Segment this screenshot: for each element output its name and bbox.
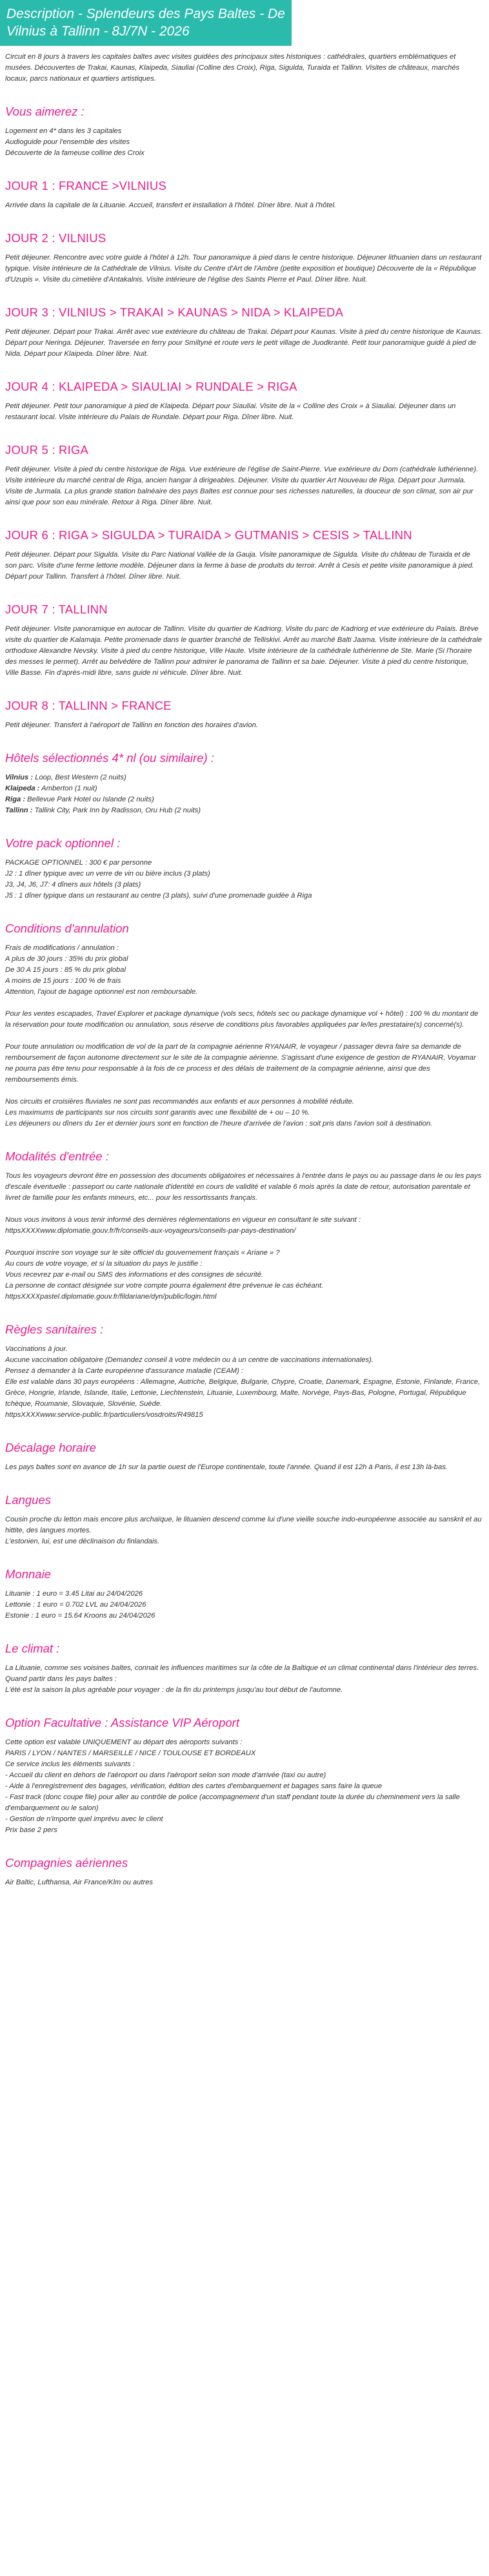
option-text <box>5 1737 484 1836</box>
monnaie-line: Lituanie : 1 euro = 3.45 Litai au 24/04/2026 <box>5 1590 143 1598</box>
option-line: Ce service inclus les éléments suivants : <box>5 1760 135 1768</box>
optionnel-list <box>5 858 484 902</box>
hotel-item <box>5 783 484 794</box>
monnaie-line: Estonie : 1 euro = 15.64 Kroons au 24/04/2026 <box>5 1612 155 1620</box>
sanitaires-line: Vaccinations à jour. <box>5 1345 68 1353</box>
aimerez-list <box>5 126 484 159</box>
aimerez-item: Audioguide pour l'ensemble des visites <box>5 138 130 146</box>
sanitaires-line: Aucune vaccination obligatoire (Demandez conseil à votre médecin ou à un centre de vaccinations internationales). <box>5 1356 374 1364</box>
annulation-line: A moins de 15 jours : 100 % de frais <box>5 977 121 985</box>
day-text-6: Petit déjeuner. Départ pour Sigulda. Visite du Parc National Vallée de la Gauja. Visite panoramique de Sigulda. Visite du château de Turaida et de son parc. Visite d'une ferme lettone modèle. Déjeuner dans la ferme à base de produits du terroir. Arrêt à Cesis et petite visite panoramique à pied. Départ pour Tallinn. Transfert à l'hôtel. Dîner libre. Nuit. <box>5 551 474 581</box>
day-heading-2: JOUR 2 : VILNIUS <box>5 231 106 245</box>
section-heading-optionnel: Votre pack optionnel : <box>5 836 121 850</box>
option-line: - Fast track (donc coupe file) pour aller au contrôle de police (accompagnement d'un staff pendant toute la durée du cheminement vers la salle d'embarquement ou le salon) <box>5 1793 460 1812</box>
aimerez-item: Découverte de la fameuse colline des Croix <box>5 149 145 157</box>
optionnel-line: J5 : 1 dîner typique dans un restaurant au centre (3 plats), suivi d'une promenade guidée à Riga <box>5 892 312 900</box>
hotel-value: Bellevue Park Hotel ou Islande (2 nuits) <box>25 796 154 803</box>
optionnel-line: J3, J4, J6, J7: 4 dîners aux hôtels (3 plats) <box>5 881 141 889</box>
section-heading-sanitaires: Règles sanitaires : <box>5 1323 104 1336</box>
section-heading-horaire: Décalage horaire <box>5 1441 96 1454</box>
option-line: PARIS / LYON / NANTES / MARSEILLE / NICE / TOULOUSE ET BORDEAUX <box>5 1749 256 1757</box>
climat-text <box>5 1663 484 1696</box>
day-heading-5: JOUR 5 : RIGA <box>5 443 89 457</box>
horaire-text: Les pays baltes sont en avance de 1h sur la partie ouest de l'Europe continentale, toute l'année. Quand il est 12h à Paris, il est 13h là-bas. <box>5 1463 448 1471</box>
hotel-item <box>5 794 484 805</box>
climat-line: La Lituanie, comme ses voisines baltes, connait les influences maritimes sur la côte de la Baltique et un climat continental dans l'intérieur des terres. <box>5 1664 479 1672</box>
annulation-line: Les maximums de participants sur nos circuits sont garantis avec une flexibilité de + ou – 10 %. <box>5 1109 310 1117</box>
day-heading-3: JOUR 3 : VILNIUS > TRAKAI > KAUNAS > NIDA > KLAIPEDA <box>5 305 344 319</box>
entree-line: Au cours de votre voyage, et si la situation du pays le justifie : <box>5 1260 203 1268</box>
annulation-line: De 30 A 15 jours : 85 % du prix global <box>5 966 126 974</box>
section-heading-hotels: Hôtels sélectionnés 4* nl (ou similaire) : <box>5 751 214 765</box>
section-heading-entree: Modalités d'entrée : <box>5 1149 109 1163</box>
hotel-city: Riga : <box>5 796 26 803</box>
hotel-value: Amberton (1 nuit) <box>39 785 97 792</box>
entree-text <box>5 1171 484 1303</box>
day-text-3: Petit déjeuner. Départ pour Trakai. Arrêt avec vue extérieure du château de Trakai. Départ pour Kaunas. Visite à pied du centre historique de Kaunas. Départ pour Neringa. Déjeuner. Traversée en ferry pour Smiltynė et route vers le petit village de Juodkrantė. Petit tour panoramique guidé à pied de Nida. Départ pour Klaipeda. Dîner libre. Nuit. <box>5 328 483 358</box>
day-text-7: Petit déjeuner. Visite panoramique en autocar de Tallinn. Visite du quartier de Kadriorg. Visite du parc de Kadriorg et vue extérieure du Palais. Brève visite du quartier de Kalamaja. Petite promenade dans le quartier branché de Telliskivi. Arrêt au marché Balti Jaama. Visite intérieure de la cathédrale orthodoxe Alexandre Nevsky. Visite à pied du centre historique, Ville Haute. Visite intérieure de la cathédrale luthérienne de Ste. Marie (Si l'horaire des messes le permet). Arrêt au belvédère de Tallinn pour admirer le panorama de Tallinn et sa baie. Déjeuner. Visite à pied du centre historique, Ville Basse. Fin d'après-midi libre, sans guide ni véhicule. Dîner libre. Nuit. <box>5 625 482 677</box>
annulation-line: Pour toute annulation ou modification de vol de la part de la compagnie aérienne RYANAIR, le voyageur / passager devra faire sa demande de remboursement de façon autonome directement sur le site de la compagnie aérienne. S'agissant d'une exigence de gestion de RYANAIR, Voyamar ne pourra pas être tenu pour responsable à la fois de ce process et des délais de traitement de la compagnie aérienne, ainsi que des remboursements émis. <box>5 1043 476 1084</box>
aimerez-item: Logement en 4* dans les 3 capitales <box>5 127 122 135</box>
sanitaires-text <box>5 1344 484 1421</box>
option-line: - Aide à l'enregistrement des bagages, vérification, édition des cartes d'embarquement et bagages sans faire la queue <box>5 1782 383 1790</box>
intro-text: Circuit en 8 jours à travers les capitales baltes avec visites guidées des principaux sites historiques : cathédrales, quartiers emblématiques et musées. Découvertes de Trakai, Kaunas, Klaipeda, Siauliai (Colline des Croix), Riga, Sigulda, Turaida et Tallinn. Visites de châteaux, marchés locaux, parcs nationaux et quartiers artistiques. <box>5 53 460 83</box>
page-title: Description - Splendeurs des Pays Baltes - De Vilnius à Tallinn - 8J/7N - 2026 <box>0 0 292 46</box>
day-heading-6: JOUR 6 : RIGA > SIGULDA > TURAIDA > GUTMANIS > CESIS > TALLINN <box>5 528 412 542</box>
hotels-list <box>5 772 484 816</box>
day-text-2: Petit déjeuner. Rencontre avec votre guide à l'hôtel à 12h. Tour panoramique à pied dans le centre historique. Déjeuner lithuanien dans un restaurant typique. Visite intérieure de la Cathédrale de Vilnius. Visite du Centre d'Art de l'Ambre (petite exposition et boutique) Découverte de la « République d'Uzupis ». Visite du cimetière d'Antakalnis. Visite intérieure de l'église des Saints Pierre et Paul. Dîner libre. Nuit. <box>5 254 482 283</box>
day-heading-1: JOUR 1 : FRANCE >VILNIUS <box>5 179 166 192</box>
day-text-1: Arrivée dans la capitale de la Lituanie. Accueil, transfert et installation à l'hôtel. Dîner libre. Nuit à l'hôtel. <box>5 201 337 209</box>
langues-line: L'estonien, lui, est une déclinaison du finlandais. <box>5 1538 160 1545</box>
entree-line: La personne de contact désignée sur votre compte pourra également être prévenue le cas échéant. <box>5 1282 324 1290</box>
hotel-item <box>5 772 484 783</box>
section-heading-aimerez: Vous aimerez : <box>5 105 85 118</box>
section-heading-langues: Langues <box>5 1493 51 1507</box>
langues-line: Cousin proche du letton mais encore plus archaïque, le lituanien descend comme lui d'une vieille souche indo-européenne associée au sanskrit et au hittite, des langues mortes. <box>5 1516 482 1534</box>
optionnel-line: J2 : 1 dîner typique avec un verre de vin ou bière inclus (3 plats) <box>5 870 210 878</box>
option-line: Prix base 2 pers <box>5 1826 57 1834</box>
entree-line: Pourquoi inscrire son voyage sur le site officiel du gouvernement français « Ariane » ? <box>5 1249 280 1257</box>
sanitaires-line: Elle est valable dans 30 pays européens : Allemagne, Autriche, Belgique, Bulgarie, Chypre, Croatie, Danemark, Espagne, Estonie, Finlande, France, Grèce, Hongrie, Irlande, Islande, Italie, Lettonie, Liechtenstein, Lituanie, Luxembourg, Malte, Norvège, Pays-Bas, Pologne, Portugal, République tchèque, Roumanie, Slovaquie, Slovénie, Suède. <box>5 1378 481 1408</box>
day-text-4: Petit déjeuner. Petit tour panoramique à pied de Klaipeda. Départ pour Siauliai. Visite de la « Colline des Croix » à Siauliai. Déjeuner dans un restaurant local. Visite intérieure du Palais de Rundale. Départ pour Riga. Dîner libre. Nuit. <box>5 402 456 421</box>
section-heading-monnaie: Monnaie <box>5 1567 51 1581</box>
option-line: - Accueil du client en dehors de l'aéroport ou dans l'aéroport selon son mode d'arrivée (taxi ou autre) <box>5 1771 326 1779</box>
section-heading-annulation: Conditions d'annulation <box>5 922 129 935</box>
option-line: - Gestion de n'importe quel imprévu avec le client <box>5 1815 163 1823</box>
annulation-line: Frais de modifications / annulation : <box>5 944 119 952</box>
hotel-city: Klaipeda : <box>5 785 40 792</box>
entree-line: Nous vous invitons à vous tenir informé des dernières réglementations en vigueur en consultant le site suivant : httpsXXXXwww.diplomatie.gouv.fr/fr/conseils-aux-voyageurs/conseils-par-pays-destination/ <box>5 1216 361 1235</box>
hotel-city: Vilnius : <box>5 774 34 781</box>
annulation-line: Pour les ventes escapades, Travel Explorer et package dynamique (vols secs, hôtels sec ou package dynamique vol + hôtel) : 100 % du montant de la réservation pour toute modification ou annulation, sous réserve de conditions plus favorables appliquées par le/les prestataire(s) concerné(s). <box>5 1010 479 1029</box>
climat-line: L'été est la saison la plus agréable pour voyager : de la fin du printemps jusqu'au tout début de l'automne. <box>5 1686 343 1694</box>
content <box>0 52 489 1888</box>
annulation-text <box>5 943 484 1129</box>
section-heading-option: Option Facultative : Assistance VIP Aéroport <box>5 1716 239 1729</box>
monnaie-text <box>5 1589 484 1622</box>
day-text-8: Petit déjeuner. Transfert à l'aéroport de Tallinn en fonction des horaires d'avion. <box>5 721 258 729</box>
compagnies-text: Air Baltic, Lufthansa, Air France/Klm ou autres <box>5 1879 154 1886</box>
sanitaires-line: httpsXXXXwww.service-public.fr/particuliers/vosdroits/R49815 <box>5 1411 203 1419</box>
hotel-item <box>5 805 484 816</box>
hotel-city: Tallinn : <box>5 807 33 814</box>
hotel-value: Loop, Best Western (2 nuits) <box>33 774 126 781</box>
entree-line: httpsXXXXpastel.diplomatie.gouv.fr/fildariane/dyn/public/login.html <box>5 1293 217 1301</box>
entree-line: Tous les voyageurs devront être en possession des documents obligatoires et nécessaires à l'entrée dans le pays ou au passage dans le ou les pays d'escale éventuelle : passeport ou carte nationale d'identité en cours de validité et valable 6 mois après la date de retour, autorisation parentale et livret de famille pour les enfants mineurs, etc... pour les ressortissants français. <box>5 1172 482 1202</box>
langues-text <box>5 1514 484 1547</box>
annulation-line: Les déjeuners ou dîners du 1er et dernier jours sont en fonction de l'heure d'arrivée de l'avion : soit pris dans l'avion soit à destination. <box>5 1120 433 1128</box>
annulation-line: Nos circuits et croisières fluviales ne sont pas recommandés aux enfants et aux personnes à mobilité réduite. <box>5 1098 354 1106</box>
entree-line: Vous recevrez par e-mail ou SMS des informations et des consignes de sécurité. <box>5 1271 264 1279</box>
section-heading-climat: Le climat : <box>5 1642 60 1655</box>
monnaie-line: Lettonie : 1 euro = 0.702 LVL au 24/04/2026 <box>5 1601 146 1609</box>
day-heading-7: JOUR 7 : TALLINN <box>5 603 108 616</box>
sanitaires-line: Pensez à demander à la Carte européenne d'assurance maladie (CEAM) : <box>5 1367 244 1375</box>
day-heading-8: JOUR 8 : TALLINN > FRANCE <box>5 699 172 712</box>
option-line: Cette option est valable UNIQUEMENT au départ des aéroports suivants : <box>5 1738 243 1746</box>
day-text-5: Petit déjeuner. Visite à pied du centre historique de Riga. Vue extérieure de l'église de Saint-Pierre. Vue extérieure du Dom (cathédrale luthérienne). Visite intérieure du marché central de Riga, ancien hangar à dirigeables. Déjeuner. Visite du quartier Art Nouveau de Riga. Départ pour Jurmala. Visite de Jurmala. La plus grande station balnéaire des pays Baltes est connue pour ses richesses naturelles, la douceur de son climat, son air pur ainsi que pour son eau minérale. Retour à Riga. Dîner libre. Nuit. <box>5 466 479 506</box>
day-heading-4: JOUR 4 : KLAIPEDA > SIAULIAI > RUNDALE > RIGA <box>5 380 297 393</box>
hotel-value: Tallink City, Park Inn by Radisson, Oru Hub (2 nuits) <box>32 807 201 814</box>
optionnel-line: PACKAGE OPTIONNEL : 300 € par personne <box>5 859 152 867</box>
annulation-line: Attention, l'ajout de bagage optionnel est non remboursable. <box>5 988 198 996</box>
annulation-line: A plus de 30 jours : 35% du prix global <box>5 955 128 963</box>
climat-line: Quand partir dans les pays baltes : <box>5 1675 117 1683</box>
section-heading-compagnies: Compagnies aériennes <box>5 1856 128 1870</box>
